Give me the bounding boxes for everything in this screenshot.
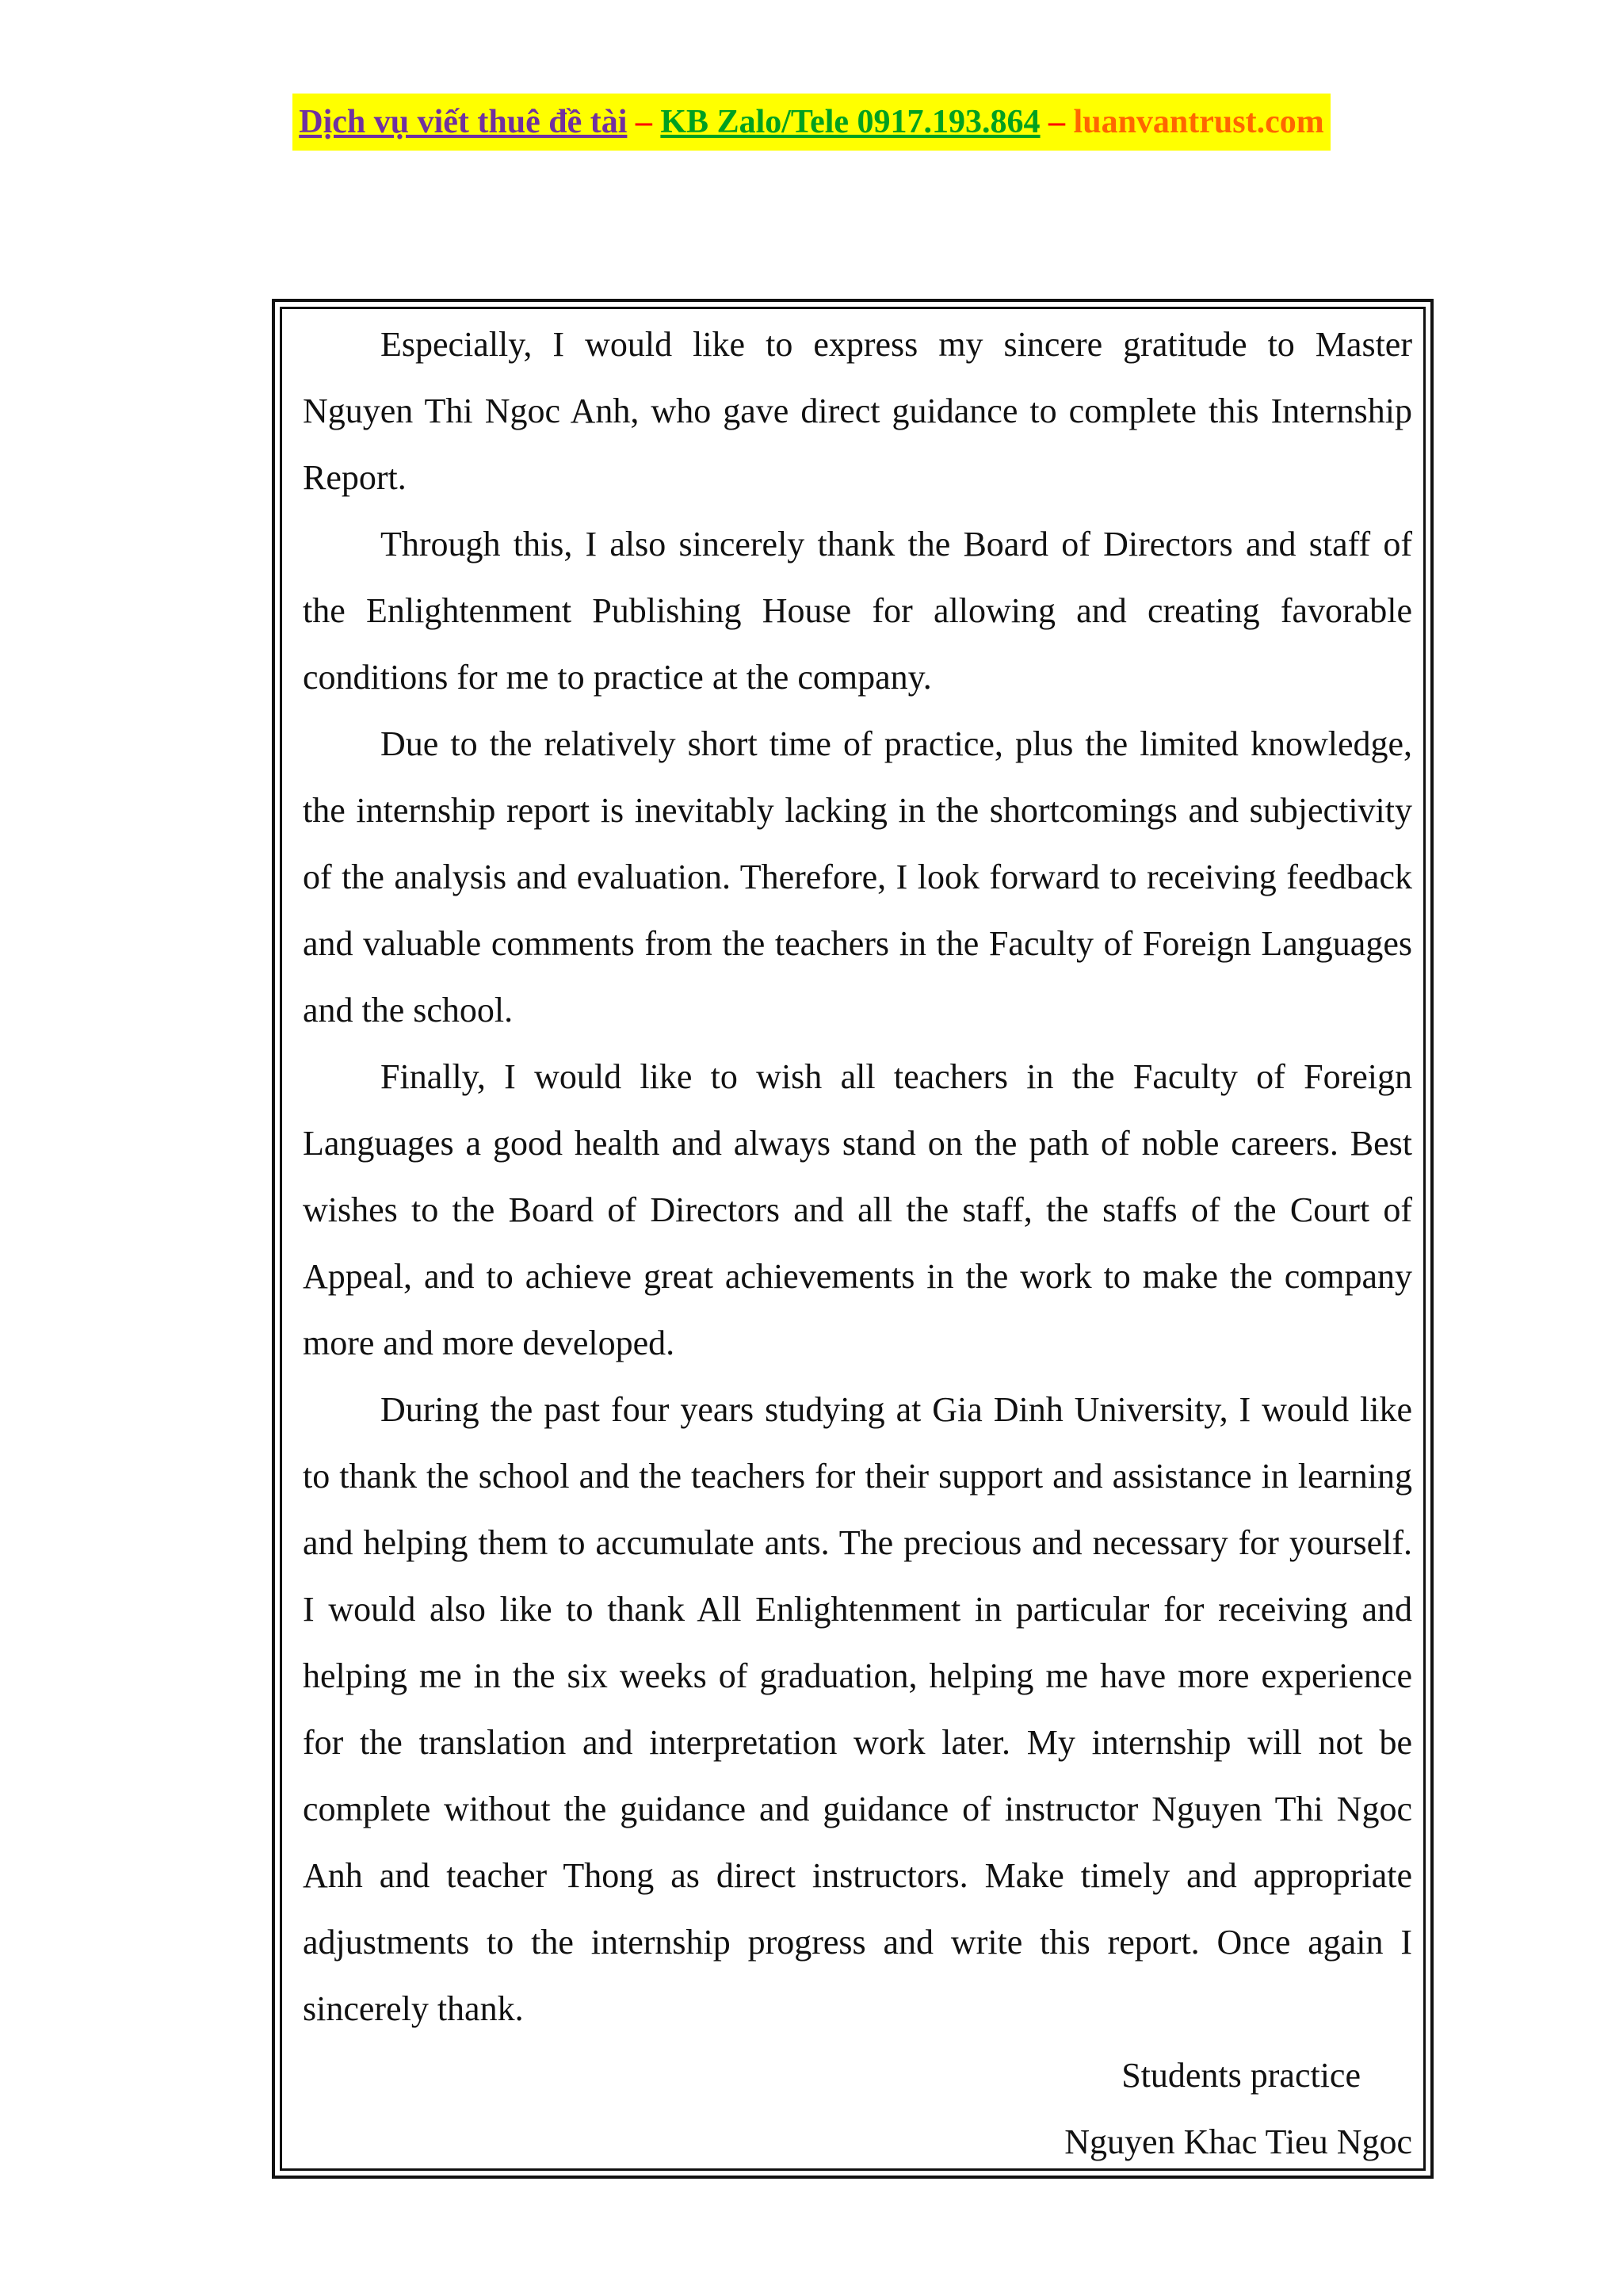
paragraph-gratitude-master: Especially, I would like to express my sincere gratitude to Master Nguyen Thi Ngoc Anh, who gave direct guidance to complete this Internship Report. bbox=[303, 325, 1412, 497]
paragraph-wishes: Finally, I would like to wish all teachers in the Faculty of Foreign Languages a good health and always stand on the path of noble careers. Best wishes to the Board of Directors and all the staff, the staffs of the Court of Appeal, and to achieve great achievements in the work to make the company more and more developed. bbox=[303, 1057, 1412, 1362]
banner-separator: – bbox=[1040, 104, 1074, 140]
contact-link[interactable]: KB Zalo/Tele 0917.193.864 bbox=[660, 104, 1041, 140]
paragraph-thanks-board: Through this, I also sincerely thank the Board of Directors and staff of the Enlightenment Publishing House for allowing and creating favorable conditions for me to practice at the company. bbox=[303, 525, 1412, 697]
service-link[interactable]: Dịch vụ viết thuê đề tài bbox=[299, 104, 628, 140]
acknowledgement-body bbox=[303, 311, 1412, 2176]
promo-banner-highlight bbox=[292, 94, 1331, 151]
paragraph-university-thanks: During the past four years studying at Gia Dinh University, I would like to thank the school and the teachers for their support and assistance in learning and helping them to accumulate ants. The precious and necessary for yourself. I would also like to thank All Enlightenment in particular for receiving and helping me in the six weeks of graduation, helping me have more experience for the translation and interpretation work later. My internship will not be complete without the guidance and guidance of instructor Nguyen Thi Ngoc Anh and teacher Thong as direct instructors. Make timely and appropriate adjustments to the internship progress and write this report. Once again I sincerely thank. bbox=[303, 1390, 1412, 2028]
promo-banner bbox=[0, 94, 1623, 151]
website-text: luanvantrust.com bbox=[1073, 104, 1324, 140]
paragraph-limitations: Due to the relatively short time of practice, plus the limited knowledge, the internship report is inevitably lacking in the shortcomings and subjectivity of the analysis and evaluation. Therefore, I look forward to receiving feedback and valuable comments from the teachers in the Faculty of Foreign Languages and the school. bbox=[303, 724, 1412, 1030]
signature-title: Students practice bbox=[1121, 2056, 1361, 2095]
signature-name: Nguyen Khac Tieu Ngoc bbox=[1064, 2122, 1412, 2161]
banner-separator: – bbox=[627, 104, 661, 140]
